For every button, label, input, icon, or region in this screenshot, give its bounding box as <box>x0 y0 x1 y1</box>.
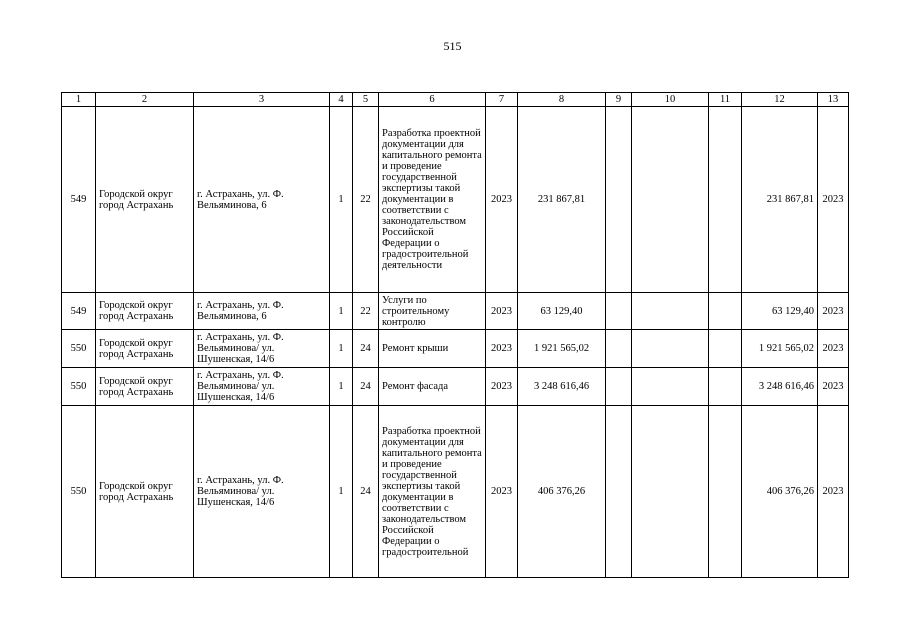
end-year-cell: 2023 <box>818 368 849 406</box>
work-type-cell: Разработка проектной документации для капитального ремонта и проведение государственной экспертизы такой документации в соответствии с законодательством Российской Федерации о градостроительной <box>379 406 486 578</box>
end-year-cell: 2023 <box>818 293 849 330</box>
total-cell: 1 921 565,02 <box>742 330 818 368</box>
work-type-cell: Разработка проектной документации для капитального ремонта и проведение государственной экспертизы такой документации в соответствии с законодательством Российской Федерации о градостроительной деятельности <box>379 107 486 293</box>
col5-cell: 24 <box>353 330 379 368</box>
col11-cell <box>709 293 742 330</box>
header-cell: 4 <box>330 93 353 107</box>
col10-cell <box>632 406 709 578</box>
year-cell: 2023 <box>486 330 518 368</box>
header-cell: 12 <box>742 93 818 107</box>
cost-cell: 406 376,26 <box>518 406 606 578</box>
total-cell: 231 867,81 <box>742 107 818 293</box>
col5-cell: 22 <box>353 293 379 330</box>
col11-cell <box>709 330 742 368</box>
address-cell: г. Астрахань, ул. Ф. Вельяминова/ ул. Шушенская, 14/6 <box>194 406 330 578</box>
header-cell: 11 <box>709 93 742 107</box>
address-cell: г. Астрахань, ул. Ф. Вельяминова/ ул. Шушенская, 14/6 <box>194 368 330 406</box>
row-number: 549 <box>62 293 96 330</box>
total-cell: 406 376,26 <box>742 406 818 578</box>
table-row <box>62 107 849 293</box>
header-cell: 2 <box>96 93 194 107</box>
work-type-cell: Ремонт крыши <box>379 330 486 368</box>
col4-cell: 1 <box>330 406 353 578</box>
cost-cell: 3 248 616,46 <box>518 368 606 406</box>
address-cell: г. Астрахань, ул. Ф. Вельяминова/ ул. Шушенская, 14/6 <box>194 330 330 368</box>
total-cell: 3 248 616,46 <box>742 368 818 406</box>
row-number: 549 <box>62 107 96 293</box>
work-type-cell: Ремонт фасада <box>379 368 486 406</box>
col11-cell <box>709 107 742 293</box>
address-cell: г. Астрахань, ул. Ф. Вельяминова, 6 <box>194 293 330 330</box>
end-year-cell: 2023 <box>818 406 849 578</box>
col10-cell <box>632 330 709 368</box>
col10-cell <box>632 293 709 330</box>
year-cell: 2023 <box>486 107 518 293</box>
col4-cell: 1 <box>330 368 353 406</box>
municipality-cell: Городской округ город Астрахань <box>96 368 194 406</box>
cost-cell: 231 867,81 <box>518 107 606 293</box>
col11-cell <box>709 368 742 406</box>
col11-cell <box>709 406 742 578</box>
table-row <box>62 330 849 368</box>
total-cell: 63 129,40 <box>742 293 818 330</box>
address-cell: г. Астрахань, ул. Ф. Вельяминова, 6 <box>194 107 330 293</box>
end-year-cell: 2023 <box>818 330 849 368</box>
header-cell: 8 <box>518 93 606 107</box>
col9-cell <box>606 330 632 368</box>
col9-cell <box>606 406 632 578</box>
table-row <box>62 293 849 330</box>
col9-cell <box>606 368 632 406</box>
year-cell: 2023 <box>486 368 518 406</box>
table-row <box>62 368 849 406</box>
column-number-row <box>62 93 849 107</box>
col10-cell <box>632 107 709 293</box>
row-number: 550 <box>62 368 96 406</box>
col5-cell: 22 <box>353 107 379 293</box>
header-cell: 6 <box>379 93 486 107</box>
col4-cell: 1 <box>330 330 353 368</box>
col5-cell: 24 <box>353 406 379 578</box>
municipality-cell: Городской округ город Астрахань <box>96 107 194 293</box>
table-row <box>62 406 849 578</box>
col10-cell <box>632 368 709 406</box>
col9-cell <box>606 107 632 293</box>
col9-cell <box>606 293 632 330</box>
municipality-cell: Городской округ город Астрахань <box>96 406 194 578</box>
row-number: 550 <box>62 406 96 578</box>
col4-cell: 1 <box>330 293 353 330</box>
header-cell: 1 <box>62 93 96 107</box>
page-number: 515 <box>443 39 462 53</box>
municipality-cell: Городской округ город Астрахань <box>96 293 194 330</box>
header-cell: 3 <box>194 93 330 107</box>
header-cell: 5 <box>353 93 379 107</box>
year-cell: 2023 <box>486 293 518 330</box>
work-type-cell: Услуги по строительному контролю <box>379 293 486 330</box>
header-cell: 7 <box>486 93 518 107</box>
row-number: 550 <box>62 330 96 368</box>
municipality-cell: Городской округ город Астрахань <box>96 330 194 368</box>
col4-cell: 1 <box>330 107 353 293</box>
repair-program-table <box>61 92 849 578</box>
header-cell: 13 <box>818 93 849 107</box>
year-cell: 2023 <box>486 406 518 578</box>
header-cell: 9 <box>606 93 632 107</box>
cost-cell: 63 129,40 <box>518 293 606 330</box>
end-year-cell: 2023 <box>818 107 849 293</box>
col5-cell: 24 <box>353 368 379 406</box>
header-cell: 10 <box>632 93 709 107</box>
cost-cell: 1 921 565,02 <box>518 330 606 368</box>
